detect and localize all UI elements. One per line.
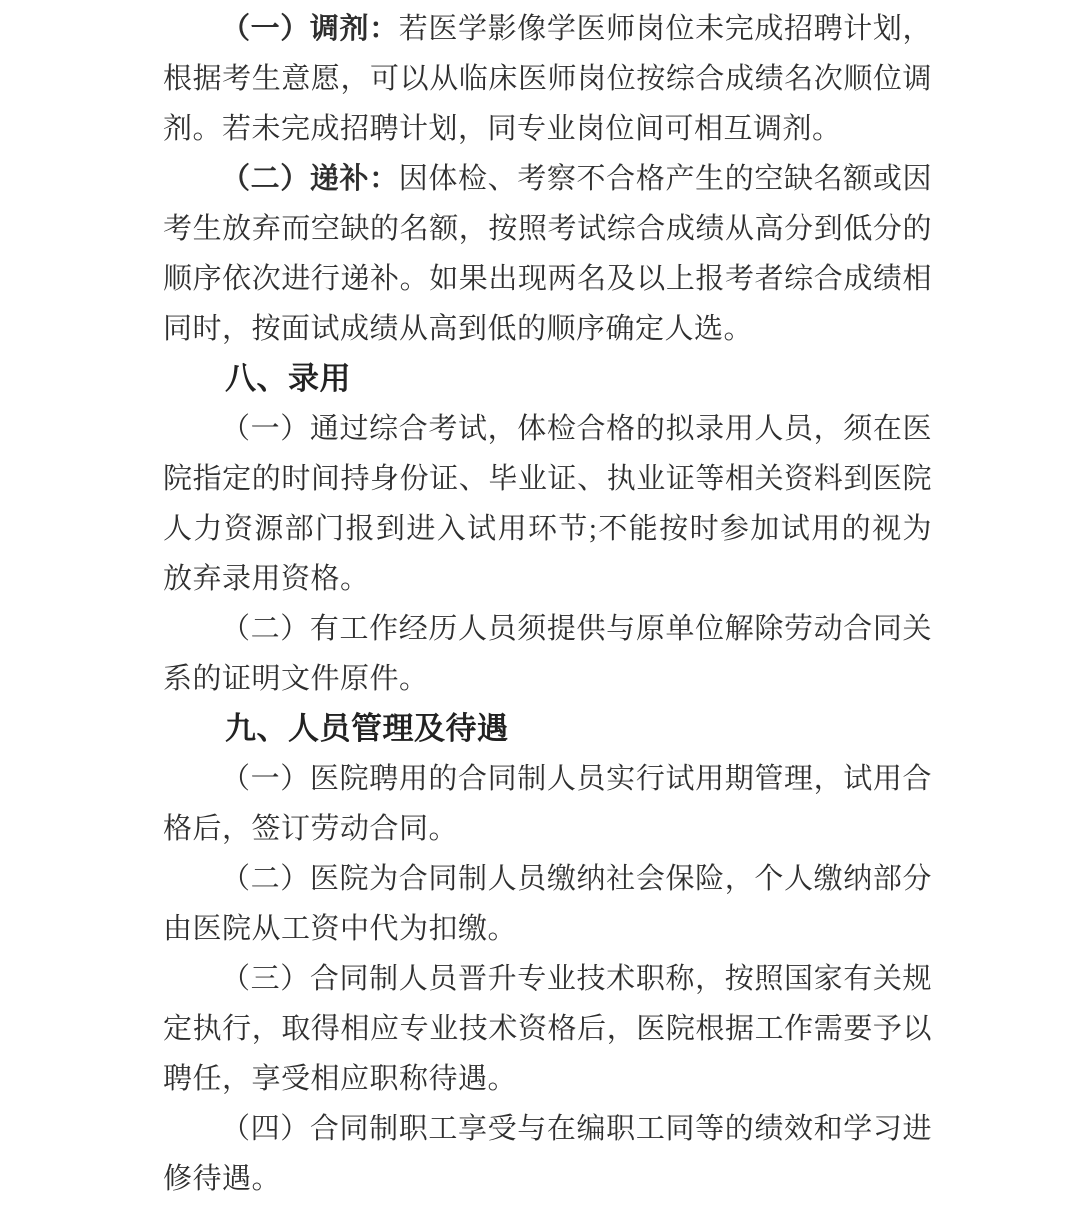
paragraph-text: （二）有工作经历人员须提供与原单位解除劳动合同关系的证明文件原件。 — [163, 613, 932, 695]
section-heading: 九、人员管理及待遇 — [225, 711, 509, 746]
paragraph — [163, 954, 932, 1104]
paragraph-text: 因体检、考察不合格产生的空缺名额或因考生放弃而空缺的名额，按照考试综合成绩从高分到低分的顺序依次进行递补。如果出现两名及以上报考者综合成绩相同时，按面试成绩从高到低的顺序确定人选。 — [163, 163, 932, 345]
paragraph-text: （三）合同制人员晋升专业技术职称，按照国家有关规定执行，取得相应专业技术资格后，医院根据工作需要予以聘任，享受相应职称待遇。 — [163, 963, 932, 1095]
paragraph — [163, 154, 932, 354]
paragraph-text: （二）医院为合同制人员缴纳社会保险，个人缴纳部分由医院从工资中代为扣缴。 — [163, 863, 932, 945]
paragraph-text: 若医学影像学医师岗位未完成招聘计划，根据考生意愿，可以从临床医师岗位按综合成绩名次顺位调剂。若未完成招聘计划，同专业岗位间可相互调剂。 — [163, 13, 932, 145]
paragraph — [163, 4, 932, 154]
paragraph — [163, 604, 932, 704]
paragraph-lead: （一）调剂： — [221, 13, 399, 45]
paragraph-text: （一）医院聘用的合同制人员实行试用期管理，试用合格后，签订劳动合同。 — [163, 763, 932, 845]
paragraph-text: （四）合同制职工享受与在编职工同等的绩效和学习进修待遇。 — [163, 1113, 932, 1195]
paragraph — [163, 1104, 932, 1204]
paragraph-lead: （二）递补： — [221, 163, 399, 195]
paragraph — [163, 854, 932, 954]
paragraph — [163, 404, 932, 604]
paragraph — [163, 754, 932, 854]
section-heading: 八、录用 — [225, 361, 351, 396]
paragraph-text: （一）通过综合考试，体检合格的拟录用人员，须在医院指定的时间持身份证、毕业证、执业证等相关资料到医院人力资源部门报到进入试用环节;不能按时参加试用的视为放弃录用资格。 — [163, 413, 932, 595]
